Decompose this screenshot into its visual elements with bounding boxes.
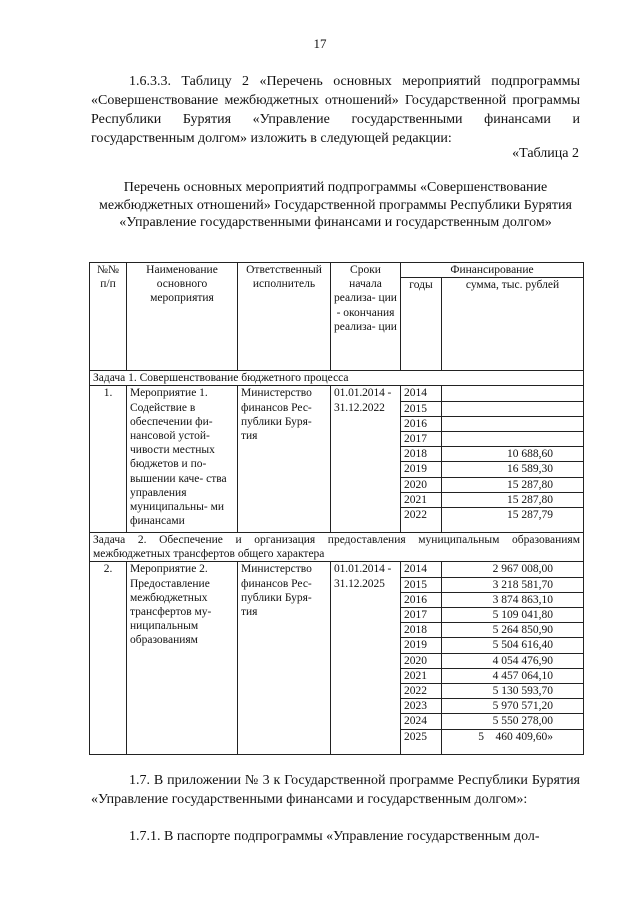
row2-year: 2025 <box>401 729 442 754</box>
closing-paragraph-2 <box>91 827 580 846</box>
row1-period: 01.01.2014 - 31.12.2022 <box>331 386 401 533</box>
row1-year: 2020 <box>401 477 442 492</box>
header-row <box>90 263 584 278</box>
row2-sum: 5 264 850,90 <box>442 623 584 638</box>
intro-text: 1.6.3.3. Таблицу 2 «Перечень основных мероприятий подпрограммы «Совершенствование межбюджетных отношений» Государственной программы Республики Бурятия «Управление государственными финансами и государственным долгом» изложить в следующей редакции: <box>91 74 580 146</box>
row1-year: 2014 <box>401 386 442 401</box>
row1-year: 2017 <box>401 432 442 447</box>
row1-sum <box>442 401 584 416</box>
row2-year: 2024 <box>401 714 442 729</box>
row1-sum: 15 287,80 <box>442 477 584 492</box>
closing-paragraph-1 <box>91 771 580 809</box>
table-title: Перечень основных мероприятий подпрограммы «Совершенствование межбюджетных отношений» Государственной программы Республики Бурятия «Управление государственными финансами и государственным долгом» <box>99 180 572 230</box>
row1-sum <box>442 432 584 447</box>
row2-sum: 3 874 863,10 <box>442 592 584 607</box>
row2-year: 2022 <box>401 684 442 699</box>
row2-sum: 2 967 008,00 <box>442 562 584 577</box>
row2-year: 2014 <box>401 562 442 577</box>
header-period: Сроки начала реализа- ции - окончания реализа- ции <box>331 263 401 371</box>
row2-year: 2019 <box>401 638 442 653</box>
row1-year: 2022 <box>401 508 442 533</box>
header-financing: Финансирование <box>401 263 584 278</box>
row1-year: 2015 <box>401 401 442 416</box>
row1-sum: 10 688,60 <box>442 447 584 462</box>
measures-table <box>89 262 584 755</box>
closing-text-1: 1.7. В приложении № 3 к Государственной программе Республики Бурятия «Управление государственными финансами и государственным долгом»: <box>91 773 580 807</box>
header-num: №№ п/п <box>90 263 127 371</box>
row2-year: 2020 <box>401 653 442 668</box>
row1-sum: 15 287,80 <box>442 492 584 507</box>
row1-year: 2019 <box>401 462 442 477</box>
row1-sum <box>442 416 584 431</box>
row1-year: 2018 <box>401 447 442 462</box>
row2-year: 2017 <box>401 608 442 623</box>
row1-executor: Министерство финансов Рес- публики Буря- тия <box>238 386 331 533</box>
intro-paragraph <box>91 72 580 148</box>
row2-year: 2016 <box>401 592 442 607</box>
header-years: годы <box>401 278 442 371</box>
row2-sum: 5 504 616,40 <box>442 638 584 653</box>
row2-sum: 5 130 593,70 <box>442 684 584 699</box>
row2-sum: 4 054 476,90 <box>442 653 584 668</box>
row2-executor: Министерство финансов Рес- публики Буря- тия <box>238 562 331 754</box>
closing-text-2: 1.7.1. В паспорте подпрограммы «Управление государственным дол- <box>129 829 540 844</box>
header-sum: сумма, тыс. рублей <box>442 278 584 371</box>
row2-sum: 5 460 409,60» <box>442 729 584 754</box>
header-executor: Ответственный исполнитель <box>238 263 331 371</box>
row2-sum: 5 550 278,00 <box>442 714 584 729</box>
row2-name: Мероприятие 2. Предоставление межбюджетных трансфертов му- ниципальным образованиям <box>127 562 238 754</box>
row1-num: 1. <box>90 386 127 533</box>
row2-sum: 3 218 581,70 <box>442 577 584 592</box>
row1-sum <box>442 386 584 401</box>
table-label: «Таблица 2 <box>512 146 579 161</box>
task-row <box>90 371 584 386</box>
row2-year: 2023 <box>401 699 442 714</box>
row1-year: 2021 <box>401 492 442 507</box>
row1-name: Мероприятие 1. Содействие в обеспечении фи- нансовой устой- чивости местных бюджетов и по- вышении каче- ства управления муниципальны- ми финансами <box>127 386 238 533</box>
row2-year: 2018 <box>401 623 442 638</box>
row2-sum: 5 109 041,80 <box>442 608 584 623</box>
row2-sum: 4 457 064,10 <box>442 668 584 683</box>
row2-sum: 5 970 571,20 <box>442 699 584 714</box>
table-row <box>90 386 584 401</box>
row1-sum: 15 287,79 <box>442 508 584 533</box>
row1-year: 2016 <box>401 416 442 431</box>
table-row <box>90 562 584 577</box>
task-1: Задача 1. Совершенствование бюджетного процесса <box>90 371 584 386</box>
row2-year: 2021 <box>401 668 442 683</box>
row2-year: 2015 <box>401 577 442 592</box>
row2-num: 2. <box>90 562 127 754</box>
page-number: 17 <box>313 36 327 51</box>
row2-period: 01.01.2014 - 31.12.2025 <box>331 562 401 754</box>
header-name: Наименование основного мероприятия <box>127 263 238 371</box>
row1-sum: 16 589,30 <box>442 462 584 477</box>
task-row <box>90 533 584 562</box>
task-2: Задача 2. Обеспечение и организация предоставления муниципальным образованиям межбюджетных трансфертов общего характера <box>90 533 584 562</box>
